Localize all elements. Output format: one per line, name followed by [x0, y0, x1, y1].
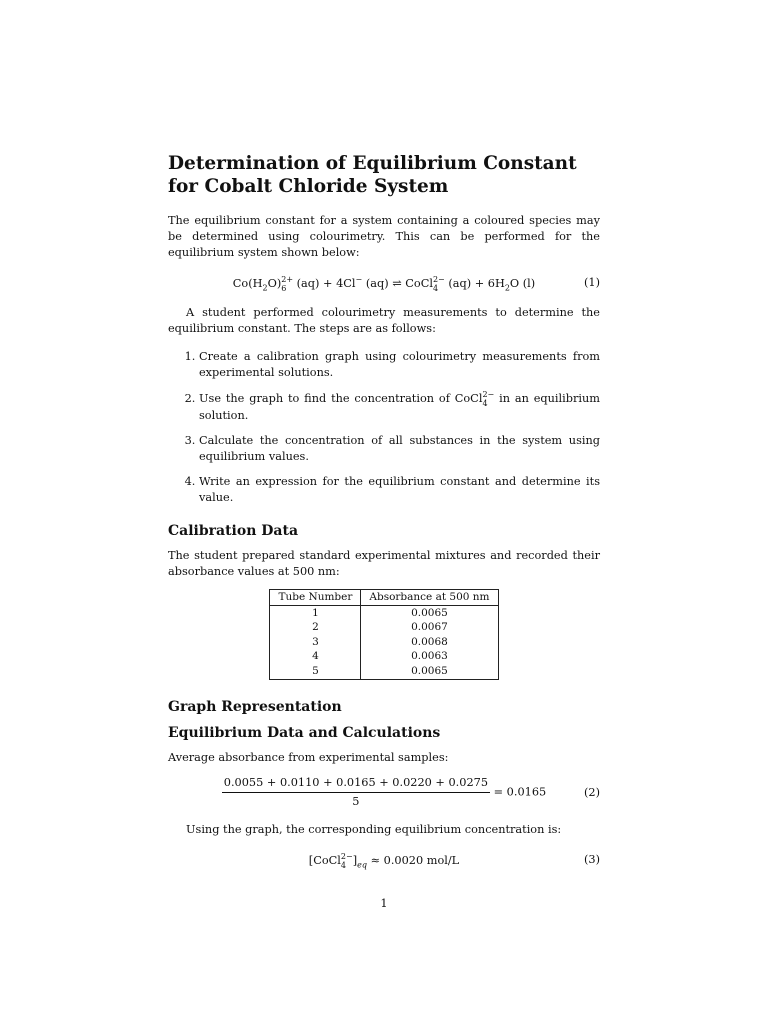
equation-number-3: (3) — [583, 852, 600, 866]
equilibrium-heading: Equilibrium Data and Calculations — [168, 724, 441, 741]
table-header-absorbance: Absorbance at 500 nm — [361, 590, 498, 606]
calibration-paragraph: The student prepared standard experimental mixtures and recorded their absorbance values at 500 nm: — [168, 549, 600, 578]
equation-1 — [168, 275, 600, 293]
calibration-heading: Calibration Data — [168, 523, 299, 539]
table-cell: 2 — [270, 620, 361, 635]
document-title: Determination of Equilibrium Constant for Cobalt Chloride System — [168, 153, 577, 197]
equation-number-1: (1) — [583, 276, 600, 289]
list-item: 3. Calculate the concentration of all substances in the system using equilibrium values. — [199, 433, 600, 465]
table-cell: 0.0063 — [361, 649, 498, 664]
table-cell: 0.0065 — [361, 605, 498, 620]
equation-3 — [168, 852, 600, 870]
steps-list — [168, 349, 600, 506]
page-number: 1 — [380, 897, 388, 910]
average-fraction — [222, 775, 490, 810]
table-row — [270, 605, 498, 620]
table-cell: 0.0065 — [361, 664, 498, 679]
calibration-table-wrapper — [168, 589, 600, 680]
table-cell: 4 — [270, 649, 361, 664]
intro-paragraph: The equilibrium constant for a system containing a coloured species may be determined using colourimetry. This can be performed for the equilibrium system shown below: — [168, 214, 600, 259]
table-row — [270, 649, 498, 664]
eq3-text: [CoCl 2− 4 ]$_{eq} \approx 0.0020$ mol/L — [308, 851, 460, 870]
table-header-tube: Tube Number — [270, 590, 361, 606]
table-row — [270, 620, 498, 635]
average-absorbance-paragraph: Average absorbance from experimental samples: — [168, 750, 449, 764]
calibration-table — [269, 589, 498, 680]
table-cell: 1 — [270, 605, 361, 620]
fraction-denominator: 5 — [352, 794, 360, 808]
table-cell: 5 — [270, 664, 361, 679]
list-item: 2. Use the graph to find the concentration of CoCl 2− 4 in an equilibrium solution. — [199, 390, 600, 424]
fraction-numerator: 0.0055 + 0.0110 + 0.0165 + 0.0220 + 0.0275 — [222, 775, 490, 793]
steps-intro-paragraph: A student performed colourimetry measurements to determine the equilibrium constant. The steps are as follows: — [168, 306, 600, 335]
equation-number-2: (2) — [583, 785, 600, 799]
table-cell: 3 — [270, 635, 361, 650]
list-item: 4. Write an expression for the equilibrium constant and determine its value. — [199, 474, 600, 506]
table-cell: 0.0068 — [361, 635, 498, 650]
fraction-result: = 0.0165 — [493, 785, 547, 799]
document-page — [168, 152, 600, 870]
table-row — [270, 635, 498, 650]
equation-2 — [168, 775, 600, 810]
graph-heading: Graph Representation — [168, 698, 342, 715]
table-cell: 0.0067 — [361, 620, 498, 635]
table-row — [270, 664, 498, 679]
eq1-text: $Co(H_2O)$ 2+ 6 (aq) + 4Cl− (aq) ⇌ CoCl 2− 4 $(aq) + 6H_2O$ (l) — [232, 275, 536, 293]
list-item: 1. Create a calibration graph using colourimetry measurements from experimental solutions. — [199, 349, 600, 381]
graph-concentration-paragraph: Using the graph, the corresponding equilibrium concentration is: — [186, 822, 562, 836]
